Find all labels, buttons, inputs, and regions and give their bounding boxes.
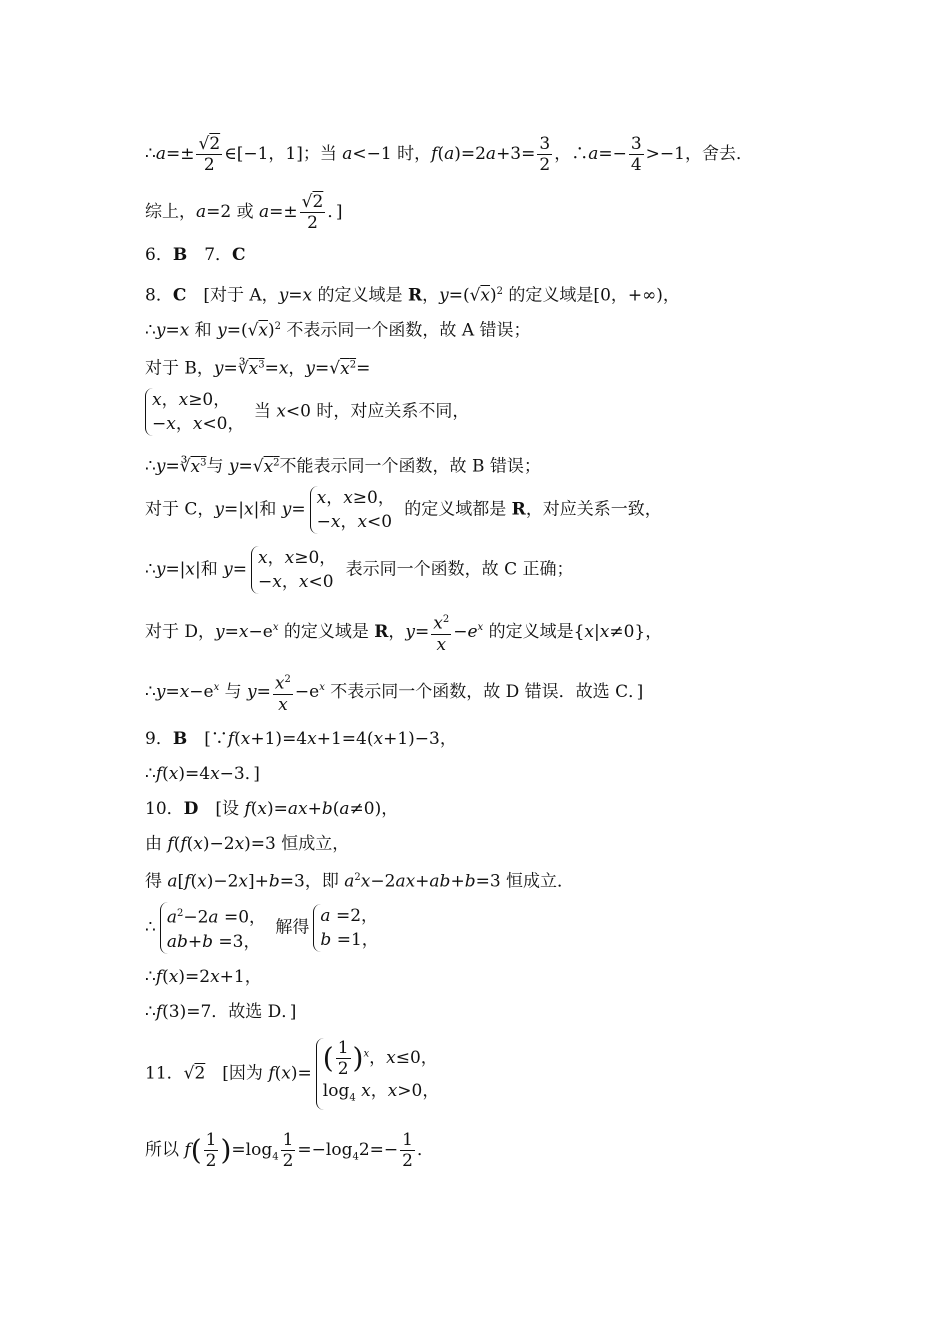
line-12: $\therefore y=x-e^x$ 与 y= $\frac{x^2}{x}$ $-e^x$ 不表示同一个函数，故 D 错误．故选 C．] bbox=[145, 670, 910, 715]
line-9: 对于 C，y=|x|和 y= x，x≥0， −x，x<0 的定义域都是 R，对应关系一致， bbox=[145, 488, 662, 532]
line-5: ∴y=x 和 $y=(√x)^2$ 不表示同一个函数，故 A 错误； bbox=[145, 320, 531, 341]
line-16: 由 f(f(x)−2x)=3 恒成立， bbox=[145, 834, 350, 854]
line-7: x，x≥0， −x，x<0， 当 x<0 时，对应关系不同， bbox=[145, 388, 910, 436]
line-4: 8．C [对于 A，y=x 的定义域是 R，$y=(√x)^2$ 的定义域是[0，+∞)， bbox=[145, 285, 680, 306]
line-19: ∴f(x)=2x+1， bbox=[145, 967, 262, 987]
line-20: ∴f(3)=7．故选 D．] bbox=[145, 1002, 297, 1022]
line-17: 得 a[f(x)−2x]+b=3，即 $a^2x-2ax+ab+b=3$ 恒成立． bbox=[145, 871, 575, 892]
line-11: 对于 D，$y=x-e^x$ 的定义域是 R，y= $\frac{x^2}{x}$ $-e^x$ 的定义域是{x|x≠0}， bbox=[145, 610, 910, 655]
line-6: 对于 B，$y=∛x^3=x$，$y=√x^2=$ bbox=[145, 358, 371, 379]
piecewise-brace: x，x≥0， −x，x<0， bbox=[145, 388, 245, 436]
line-1: ∴a=± $\frac{√2}{2}$ ∈[−1，1]；当 a<−1 时，f(a)=2a+3= $\frac{3}{2}$ ，∴a=− $\frac{3}{4}$ >−1，舍去． bbox=[145, 134, 753, 175]
line-8: $\therefore y=∛x^3$与 $y=√x^2$不能表示同一个函数，故 B 错误； bbox=[145, 456, 541, 477]
line-15: 10．D [设 f(x)=ax+b(a≠0)， bbox=[145, 799, 399, 819]
line-22: 所以 f( $\frac{1}{2}$ )$=\log_4$ $\frac{1}{2}$ $=-\log_42=-$ $\frac{1}{2}$ ． bbox=[145, 1130, 434, 1171]
line-10: ∴y=|x|和 y= x，x≥0， −x，x<0 表示同一个函数，故 C 正确； bbox=[145, 548, 574, 592]
line-21: 11．√2 [因为 f(x)= ( $\frac{1}{2}$ )$^x$，x≤0， $\log_4 x$，x>0， bbox=[145, 1038, 910, 1110]
line-14: ∴f(x)=4x−3．] bbox=[145, 764, 260, 784]
line-13: 9．B [∵f(x+1)=4x+1=4(x+1)−3， bbox=[145, 729, 457, 749]
line-3: 6．B 7．C bbox=[145, 245, 246, 265]
line-18: ∴ $a^2-2a =0$， ab+b =3， 解得 a =2， b =1， bbox=[145, 902, 910, 954]
line-2: 综上，a=2 或 a=± $\frac{√2}{2}$ ．] bbox=[145, 192, 343, 233]
fraction: $\frac{√2}{2}$ bbox=[198, 134, 221, 175]
